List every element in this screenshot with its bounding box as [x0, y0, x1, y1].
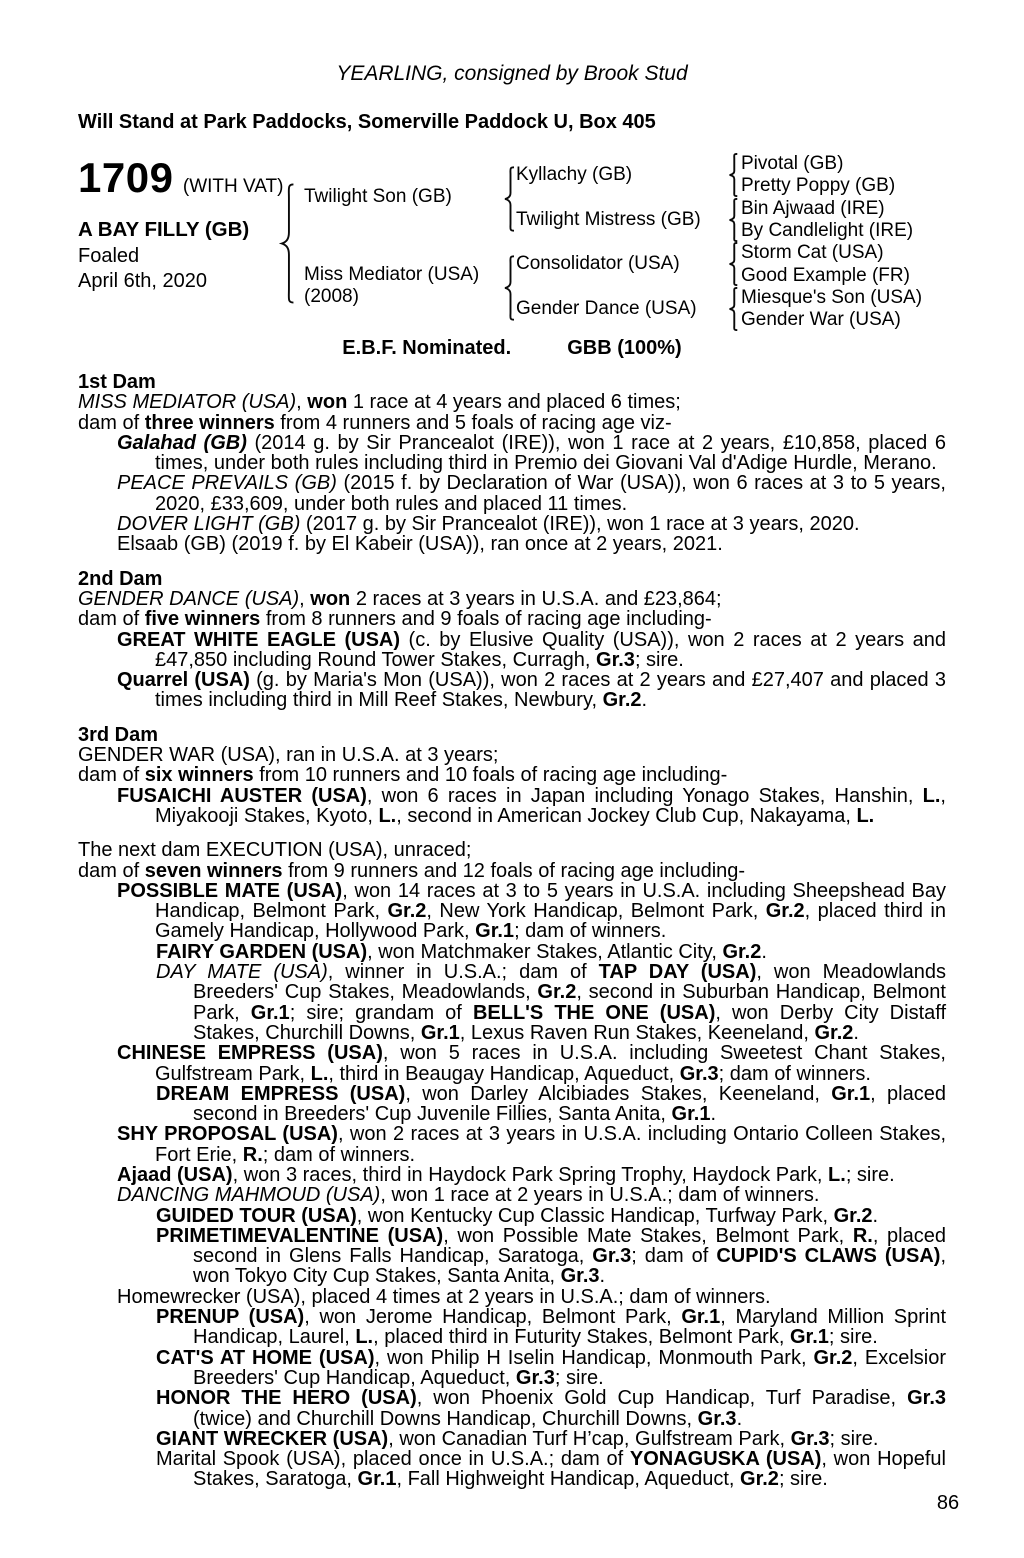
foaled-date: April 6th, 2020	[78, 270, 207, 292]
pedigree-paragraph: SHY PROPOSAL (USA), won 2 races at 3 years in U.S.A. including Ontario Colleen Stakes, Fort Erie, R.; dam of winners.	[117, 1123, 947, 1166]
pedigree-text	[78, 372, 946, 1490]
ebf-nominated: E.B.F. Nominated.	[342, 337, 512, 359]
pedigree-paragraph: dam of six winners from 10 runners and 10 foals of racing age including-	[78, 764, 728, 787]
pedigree-paragraph: Quarrel (USA) (g. by Maria's Mon (USA)), won 2 races at 2 years and £27,407 and placed 3 times including third in Mill Reef Stakes, Newbury, Gr.2.	[117, 669, 946, 712]
pedigree-paragraph: PRENUP (USA), won Jerome Handicap, Belmont Park, Gr.1, Maryland Million Sprint Handicap, Laurel, L., placed third in Futurity Stakes, Belmont Park, Gr.1; sire.	[156, 1306, 946, 1349]
pedigree-paragraph: dam of seven winners from 9 runners and 12 foals of racing age including-	[78, 859, 746, 882]
pedigree-paragraph: DOVER LIGHT (GB) (2017 g. by Sir Prancealot (IRE)), won 1 race at 3 years, 2020.	[117, 513, 860, 536]
granddam-2: Gender Dance (USA)	[516, 298, 697, 319]
brace-gen2-dam	[502, 255, 516, 321]
pedigree-paragraph: PEACE PREVAILS (GB) (2015 f. by Declaration of War (USA)), won 6 races at 3 to 5 years, 2020, £33,609, under both rules and placed 11 times.	[117, 472, 946, 515]
pedigree-paragraph: POSSIBLE MATE (USA), won 14 races at 3 to 5 years in U.S.A. including Sheepshead Bay Handicap, Belmont Park, Gr.2, New York Handicap, Belmont Park, Gr.2, placed third in Gamely Handicap, Hollywood Park, Gr.1; dam of winners.	[117, 879, 947, 943]
pedigree-paragraph: GREAT WHITE EAGLE (USA) (c. by Elusive Quality (USA)), won 2 races at 2 years and £47,850 including Round Tower Stakes, Curragh, Gr.3; sire.	[117, 628, 946, 671]
stand-location: Will Stand at Park Paddocks, Somerville Paddock U, Box 405	[78, 111, 656, 133]
pedigree-paragraph: Marital Spook (USA), placed once in U.S.A.; dam of YONAGUSKA (USA), won Hopeful Stakes, Saratoga, Gr.1, Fall Highweight Handicap, Aqueduct, Gr.2; sire.	[156, 1448, 946, 1491]
ggs-1: Pivotal (GB)	[741, 153, 844, 174]
ggs-3: Storm Cat (USA)	[741, 242, 884, 263]
consignment-title: YEARLING, consigned by Brook Stud	[336, 62, 688, 85]
grandsire-1: Kyllachy (GB)	[516, 164, 633, 185]
pedigree-paragraph: DAY MATE (USA), winner in U.S.A.; dam of TAP DAY (USA), won Meadowlands Breeders' Cup Stakes, Meadowlands, Gr.2, second in Suburban Handicap, Belmont Park, Gr.1; sire; grandam of BELL'S THE ONE (USA), won Derby City Distaff Stakes, Churchill Downs, Gr.1, Lexus Raven Run Stakes, Keeneland, Gr.2.	[156, 961, 947, 1044]
pedigree-paragraph: FUSAICHI AUSTER (USA), won 6 races in Japan including Yonago Stakes, Hanshin, L., Miyakooji Stakes, Kyoto, L., second in American Jockey Club Cup, Nakayama, L.	[117, 784, 946, 827]
dam-section	[78, 372, 946, 555]
pedigree-paragraph: HONOR THE HERO (USA), won Phoenix Gold Cup Handicap, Turf Paradise, Gr.3 (twice) and Churchill Downs Handicap, Churchill Downs, Gr.3.	[156, 1387, 946, 1430]
dam-year: (2008)	[304, 286, 359, 307]
ggs-4: Miesque's Son (USA)	[741, 287, 923, 308]
ggd-3: Good Example (FR)	[741, 265, 910, 286]
pedigree-paragraph: GENDER WAR (USA), ran in U.S.A. at 3 years;	[78, 744, 499, 767]
lot-number: 1709	[78, 154, 174, 201]
granddam-1: Twilight Mistress (GB)	[516, 209, 701, 230]
horse-description: A BAY FILLY (GB)	[78, 218, 250, 241]
dam-section	[78, 569, 946, 711]
pedigree-paragraph: CHINESE EMPRESS (USA), won 5 races in U.S.A. including Sweetest Chant Stakes, Gulfstream Park, L., third in Beaugay Handicap, Aqueduct, Gr.3; dam of winners.	[117, 1042, 946, 1085]
brace-gen3-3	[727, 242, 739, 286]
brace-gen3-1	[727, 153, 739, 197]
sire-name: Twilight Son (GB)	[304, 186, 452, 207]
dam-section-heading: 2nd Dam	[78, 567, 163, 590]
pedigree-paragraph: Ajaad (USA), won 3 races, third in Haydock Park Spring Trophy, Haydock Park, L.; sire.	[117, 1163, 895, 1186]
dam-section	[78, 840, 946, 1490]
pedigree-paragraph: GUIDED TOUR (USA), won Kentucky Cup Classic Handicap, Turfway Park, Gr.2.	[156, 1204, 879, 1227]
pedigree-paragraph: Galahad (GB) (2014 g. by Sir Prancealot (IRE)), won 1 race at 2 years, £10,858, placed 6 times, under both rules including third in Premio dei Giovani Val d'Adige Hurdle, Merano.	[117, 431, 946, 475]
pedigree-paragraph: Elsaab (GB) (2019 f. by El Kabeir (USA)), ran once at 2 years, 2021.	[117, 533, 723, 556]
pedigree-paragraph: MISS MEDIATOR (USA), won 1 race at 4 years and placed 6 times;	[78, 391, 681, 414]
pedigree-paragraph: DREAM EMPRESS (USA), won Darley Alcibiades Stakes, Keeneland, Gr.1, placed second in Breeders' Cup Juvenile Fillies, Santa Anita, Gr.1.	[156, 1082, 946, 1126]
ggd-1: Pretty Poppy (GB)	[741, 175, 896, 196]
lot-row	[78, 154, 284, 202]
nomination-line	[78, 337, 946, 360]
pedigree-paragraph: GENDER DANCE (USA), won 2 races at 3 years in U.S.A. and £23,864;	[78, 587, 722, 610]
pedigree-paragraph: FAIRY GARDEN (USA), won Matchmaker Stakes, Atlantic City, Gr.2.	[156, 940, 767, 963]
ggd-4: Gender War (USA)	[741, 309, 901, 330]
pedigree-chart	[78, 152, 946, 334]
pedigree-paragraph: GIANT WRECKER (USA), won Canadian Turf H’cap, Gulfstream Park, Gr.3; sire.	[156, 1427, 879, 1450]
dam-section-heading: 1st Dam	[78, 371, 156, 393]
pedigree-paragraph: DANCING MAHMOUD (USA), won 1 race at 2 years in U.S.A.; dam of winners.	[117, 1184, 820, 1207]
pedigree-paragraph: Homewrecker (USA), placed 4 times at 2 years in U.S.A.; dam of winners.	[117, 1285, 771, 1308]
ggs-2: Bin Ajwaad (IRE)	[741, 198, 885, 219]
brace-gen2-sire	[502, 166, 516, 232]
gbb-badge: GBB (100%)	[567, 337, 682, 359]
pedigree-paragraph: The next dam EXECUTION (USA), unraced;	[78, 839, 472, 862]
page-number: 86	[936, 1492, 960, 1514]
dam-section-heading: 3rd Dam	[78, 723, 159, 746]
dam-section	[78, 725, 946, 826]
pedigree-paragraph: dam of five winners from 8 runners and 9 foals of racing age including-	[78, 608, 712, 631]
ggd-2: By Candlelight (IRE)	[741, 220, 914, 241]
brace-gen3-2	[727, 198, 739, 242]
grandsire-2: Consolidator (USA)	[516, 253, 680, 274]
dam-name-line: Miss Mediator (USA)	[304, 264, 480, 285]
foaled-label: Foaled	[78, 245, 140, 267]
brace-gen1	[278, 182, 296, 305]
brace-gen3-4	[727, 287, 739, 331]
pedigree-paragraph: CAT'S AT HOME (USA), won Philip H Iselin Handicap, Monmouth Park, Gr.2, Excelsior Breeders' Cup Handicap, Aqueduct, Gr.3; sire.	[156, 1346, 946, 1389]
dam-name	[304, 264, 479, 308]
pedigree-paragraph: PRIMETIMEVALENTINE (USA), won Possible Mate Stakes, Belmont Park, R., placed second in Glens Falls Handicap, Saratoga, Gr.3; dam of CUPID'S CLAWS (USA), won Tokyo City Cup Stakes, Santa Anita, Gr.3.	[156, 1224, 946, 1288]
pedigree-paragraph: dam of three winners from 4 runners and 5 foals of racing age viz-	[78, 411, 672, 434]
lot-vat-note: (WITH VAT)	[182, 176, 284, 197]
